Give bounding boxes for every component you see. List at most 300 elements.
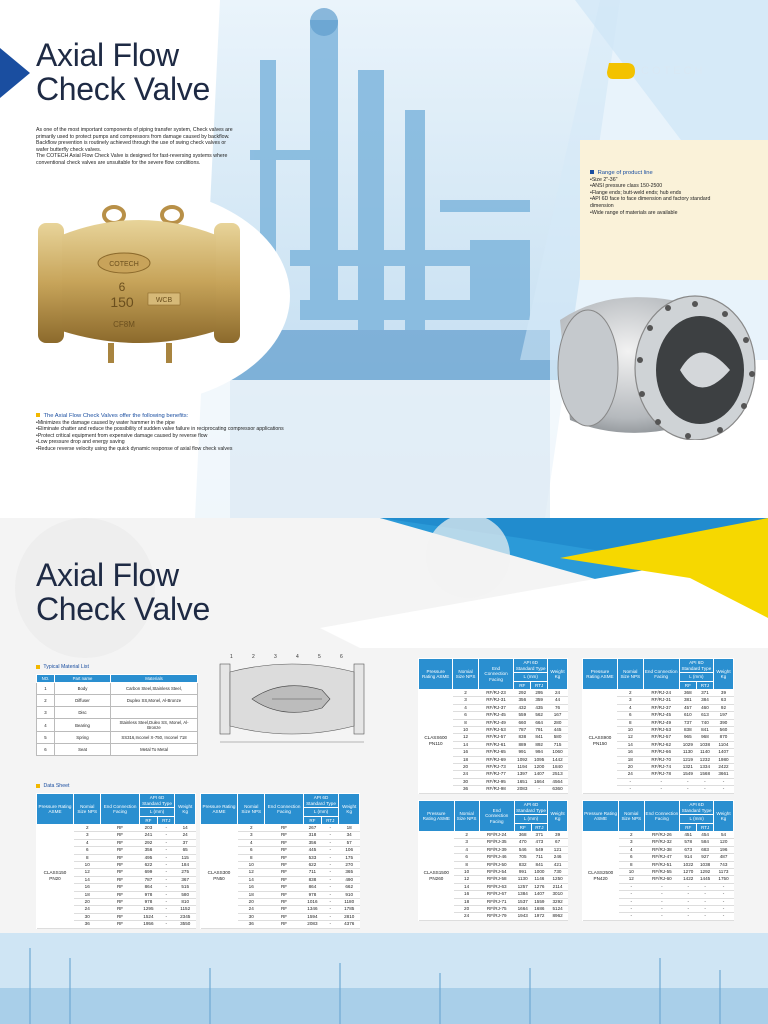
table-cell: 1943 [514, 913, 531, 920]
table-cell: RF [265, 913, 303, 920]
table-cell: 197 [713, 712, 733, 719]
table-cell: - [680, 898, 697, 905]
table-cell: 14 [453, 741, 478, 748]
table-cell: 39 [548, 832, 568, 839]
table-cell: 487 [714, 854, 734, 861]
diagram-callout: 5 [318, 654, 321, 660]
table-cell: RF/RJ-50 [479, 861, 514, 868]
table-row [419, 690, 568, 697]
table-cell: Disc [55, 707, 111, 719]
table-cell: 5 [37, 732, 55, 744]
table-cell: 1000 [531, 869, 548, 876]
table-cell: 1651 [514, 778, 531, 785]
table-cell: 1038 [696, 741, 713, 748]
table-cell: RF/RJ-26 [644, 832, 680, 839]
table-cell: 1295 [139, 906, 158, 913]
table-cell: 8 [238, 854, 265, 861]
table-cell: Bearing [55, 719, 111, 732]
table-cell: 787 [514, 727, 531, 734]
table-cell: RF/RJ-77 [478, 771, 514, 778]
table-cell: 14 [175, 825, 196, 832]
table-cell: RF [265, 876, 303, 883]
table-header: RF [139, 816, 158, 825]
intro-line: conventional check valves are unsuitable for the severe flow conditions. [36, 159, 201, 166]
data-sheet-heading-row [36, 783, 69, 790]
table-cell: 1022 [680, 861, 697, 868]
table-cell: 1 [37, 683, 55, 695]
brass-valve-image [38, 205, 248, 370]
intro-line: Backflow prevention is routinely achieved through the use of swing check valves or [36, 140, 227, 147]
table-cell: 184 [175, 862, 196, 869]
table-cell: RF/RJ-63 [479, 883, 514, 890]
table-cell: 1130 [514, 876, 531, 883]
table-header: RF [514, 823, 531, 832]
table-cell: 841 [531, 861, 548, 868]
table-cell: 1200 [531, 764, 548, 771]
intro-line: primarily used to protect pumps and compressors from damage caused by backflow. [36, 133, 230, 140]
table-cell: 3 [619, 839, 644, 846]
table-cell: 3 [454, 839, 479, 846]
table-header: RTJ [531, 681, 548, 690]
table-cell: 838 [514, 734, 531, 741]
table-cell: RF/RJ-60 [644, 876, 680, 883]
table-cell: 8 [74, 854, 101, 861]
table-cell: RF [101, 847, 139, 854]
table-cell: - [679, 778, 696, 785]
table-row [419, 832, 568, 839]
table-cell: RF/RJ-75 [479, 906, 514, 913]
brochure-page-2 [0, 518, 768, 1024]
table-cell: RF/RJ-45 [478, 712, 514, 719]
table-cell: 3550 [175, 921, 196, 928]
table-cell: RF/RJ-46 [479, 854, 514, 861]
table-header: End Connection Facing [265, 794, 303, 825]
table-cell: 1422 [680, 876, 697, 883]
table-cell: - [322, 899, 339, 906]
table-cell: 705 [514, 854, 531, 861]
table-cell: 12 [74, 869, 101, 876]
table-cell: 1173 [714, 869, 734, 876]
table-cell: - [619, 898, 644, 905]
table-cell: 3 [37, 707, 55, 719]
table-cell: 3 [74, 832, 101, 839]
table-header: End Connection Facing [101, 794, 139, 825]
table-cell: RF/RJ-49 [478, 719, 514, 726]
table-cell: 432 [514, 704, 531, 711]
table-cell: 994 [531, 749, 548, 756]
material-col-no: NO. [37, 675, 55, 683]
table-cell: 1686 [531, 906, 548, 913]
table-cell: 65 [175, 847, 196, 854]
table-cell: 10 [453, 727, 478, 734]
table-cell: 270 [339, 862, 360, 869]
table-cell: 16 [453, 749, 478, 756]
table-cell: 37 [175, 839, 196, 846]
table-cell: 2422 [713, 764, 733, 771]
table-cell: 1537 [514, 898, 531, 905]
table-cell: 14 [454, 883, 479, 890]
benefit-item: •Protect critical equipment from expensive damage caused by reverse flow [36, 432, 208, 439]
table-cell: 662 [339, 884, 360, 891]
table-cell: RF [265, 891, 303, 898]
table-cell: - [322, 832, 339, 839]
table-cell: RF/RJ-57 [643, 734, 679, 741]
table-cell: 1152 [175, 906, 196, 913]
range-heading: Range of product line [597, 170, 653, 176]
table-cell: 711 [303, 869, 322, 876]
table-cell: 10 [238, 862, 265, 869]
table-cell: 683 [697, 846, 714, 853]
table-cell: 10 [454, 869, 479, 876]
intro-line: wafer butterfly check valves. [36, 146, 102, 153]
table-cell: 3 [617, 697, 643, 704]
table-cell: 2 [238, 825, 265, 832]
table-cell: 8 [454, 861, 479, 868]
pressure-class-cell: CLASS150 PN20 [37, 825, 74, 929]
table-header: Weight Kg [713, 659, 733, 690]
pressure-class-cell: CLASS2500 PN420 [583, 832, 619, 921]
table-cell: 1292 [697, 869, 714, 876]
table-cell: RF/RJ-24 [479, 832, 514, 839]
table-cell: 20 [453, 764, 478, 771]
table-cell: 275 [175, 869, 196, 876]
table-cell: 457 [679, 704, 696, 711]
table-cell: 36 [238, 921, 265, 928]
table-header: Pressure Rating ASME [37, 794, 74, 825]
table-cell: 4376 [339, 921, 360, 928]
table-cell: - [322, 839, 339, 846]
table-cell: 6 [74, 847, 101, 854]
table-header: RF [514, 681, 531, 690]
table-cell: 1980 [713, 756, 733, 763]
valve-mark-trim: CF8M [113, 320, 135, 329]
table-cell: RF/RJ-98 [478, 786, 514, 793]
table-cell: 2 [453, 690, 478, 697]
table-cell: - [713, 786, 733, 793]
table-cell: 610 [679, 712, 696, 719]
table-cell: 54 [714, 832, 734, 839]
table-cell: 8 [617, 719, 643, 726]
table-cell: 18 [74, 891, 101, 898]
table-header: L (mm) [514, 815, 547, 824]
table-row [37, 683, 198, 695]
table-cell: 6360 [548, 786, 568, 793]
table-cell: 470 [514, 839, 531, 846]
table-cell: 991 [514, 869, 531, 876]
table-cell: 2 [454, 832, 479, 839]
table-cell: 1250 [548, 876, 568, 883]
table-cell: 20 [454, 906, 479, 913]
table-header: RTJ [322, 816, 339, 825]
table-cell: 6 [238, 847, 265, 854]
table-row [37, 695, 198, 707]
table-cell: 4 [238, 839, 265, 846]
table-cell: - [643, 786, 679, 793]
table-header: Nomial Size NPS [617, 659, 643, 690]
table-cell: RF/RJ-31 [478, 697, 514, 704]
table-header: L (mm) [679, 673, 713, 682]
table-cell: Carbon Steel,Stainless Steel, [111, 683, 198, 695]
table-cell: 978 [139, 899, 158, 906]
table-cell: 16 [74, 884, 101, 891]
data-sheet-table [582, 800, 734, 921]
table-cell: - [697, 906, 714, 913]
table-cell: 44 [548, 697, 568, 704]
table-cell: 1524 [139, 913, 158, 920]
table-cell: 6 [617, 712, 643, 719]
intro-line: As one of the most important components of piping transfer system, Check valves are [36, 127, 233, 133]
table-cell: 715 [548, 741, 568, 748]
table-cell: 515 [175, 884, 196, 891]
material-col-materials: Materials [111, 675, 198, 683]
table-header: L (mm) [303, 808, 339, 817]
diagram-callout: 2 [252, 654, 255, 660]
table-header: Pressure Rating ASME [201, 794, 238, 825]
table-cell: 664 [531, 719, 548, 726]
table-cell: - [322, 891, 339, 898]
table-cell: 870 [713, 734, 733, 741]
table-cell: 3 [238, 832, 265, 839]
table-cell: RF/RJ-51 [644, 861, 680, 868]
table-cell: RF [265, 839, 303, 846]
table-cell: - [158, 847, 175, 854]
table-cell: RF [265, 847, 303, 854]
table-cell: 559 [514, 712, 531, 719]
table-cell: RF/RJ-23 [478, 690, 514, 697]
table-cell: 3661 [713, 771, 733, 778]
table-header: RTJ [158, 816, 175, 825]
table-cell: Spring [55, 732, 111, 744]
table-cell: - [531, 786, 548, 793]
table-cell: - [644, 883, 680, 890]
benefits-block [36, 413, 456, 453]
table-cell: 1750 [714, 876, 734, 883]
table-cell: 4 [617, 704, 643, 711]
table-cell: 991 [514, 749, 531, 756]
table-cell: 810 [175, 899, 196, 906]
table-cell: 10 [619, 869, 644, 876]
table-cell: 196 [714, 846, 734, 853]
table-cell: RF/RJ-45 [643, 712, 679, 719]
table-cell: 1270 [680, 869, 697, 876]
range-item: •ANSI pressure class 150-2500 [590, 183, 663, 190]
table-cell: - [322, 825, 339, 832]
table-cell: 1060 [548, 749, 568, 756]
table-cell: 24 [617, 771, 643, 778]
table-cell: 740 [696, 719, 713, 726]
intro-text [36, 127, 336, 167]
table-cell: - [158, 921, 175, 928]
table-cell: RF/RJ-39 [479, 846, 514, 853]
table-cell: 24 [238, 906, 265, 913]
table-header: Nomial Size NPS [619, 801, 644, 832]
table-cell: 578 [680, 839, 697, 846]
benefits-heading: The Axial Flow Check Valves offer the following benefits: [43, 413, 189, 419]
range-item: •Wide range of materials are available [590, 209, 678, 216]
table-cell: 371 [531, 832, 548, 839]
pressure-class-cell: CLASS900 PN150 [583, 690, 618, 794]
table-cell: 8 [619, 861, 644, 868]
table-cell: 2345 [175, 913, 196, 920]
table-cell: 454 [697, 832, 714, 839]
table-cell: RF [265, 906, 303, 913]
table-header: Weight Kg [339, 794, 360, 825]
table-cell: 699 [139, 869, 158, 876]
table-cell: RF/RJ-71 [479, 898, 514, 905]
table-cell: 241 [139, 832, 158, 839]
table-row [37, 732, 198, 744]
square-bullet-icon [36, 784, 40, 788]
table-header: RTJ [696, 681, 713, 690]
table-cell: 3292 [548, 898, 568, 905]
table-cell: 1257 [514, 883, 531, 890]
diagram-callout: 4 [296, 654, 299, 660]
table-cell: 1180 [339, 899, 360, 906]
table-cell: 76 [548, 704, 568, 711]
table-cell: - [158, 862, 175, 869]
table-cell: 18 [238, 891, 265, 898]
table-cell: 910 [339, 891, 360, 898]
table-cell: - [158, 825, 175, 832]
table-cell: 12 [617, 734, 643, 741]
table-cell: RF [265, 832, 303, 839]
table-header: Weight Kg [714, 801, 734, 832]
table-cell: RF/RJ-54 [479, 869, 514, 876]
table-cell: 14 [617, 741, 643, 748]
table-cell: - [714, 906, 734, 913]
table-cell: 560 [713, 727, 733, 734]
table-cell: 5124 [548, 906, 568, 913]
table-cell: 1092 [514, 756, 531, 763]
table-cell: 6 [619, 854, 644, 861]
table-cell: - [158, 891, 175, 898]
table-row [37, 707, 198, 719]
table-cell: - [697, 913, 714, 920]
table-cell: 584 [697, 839, 714, 846]
table-cell: 968 [696, 734, 713, 741]
table-cell: - [714, 898, 734, 905]
table-cell: 318 [303, 832, 322, 839]
table-cell: 12 [454, 876, 479, 883]
valve-cross-section-diagram [212, 650, 372, 750]
table-header: RF [680, 823, 697, 832]
table-cell: 12 [453, 734, 478, 741]
table-cell: - [696, 786, 713, 793]
table-cell: RF/RJ-65 [478, 749, 514, 756]
table-header: L (mm) [680, 815, 714, 824]
table-cell: 14 [74, 876, 101, 883]
table-cell: RF [265, 921, 303, 928]
table-cell: 24 [74, 906, 101, 913]
table-cell: - [713, 778, 733, 785]
table-cell: - [643, 778, 679, 785]
brand-logo-icon [605, 60, 635, 82]
table-cell: 1038 [697, 861, 714, 868]
table-cell: 18 [339, 825, 360, 832]
table-cell: 2083 [514, 786, 531, 793]
table-cell: 978 [303, 891, 322, 898]
table-cell: 18 [454, 898, 479, 905]
table-cell: 36 [74, 921, 101, 928]
table-header: Weight Kg [548, 801, 568, 832]
table-cell: RF/RJ-55 [644, 869, 680, 876]
table-row [37, 719, 198, 732]
table-cell: 673 [680, 846, 697, 853]
range-item: •Flange ends; butt-weld ends; hub ends [590, 189, 682, 196]
table-cell: Diffuser [55, 695, 111, 707]
table-cell: - [619, 883, 644, 890]
table-header: Nomial Size NPS [454, 801, 479, 832]
table-cell: 660 [514, 719, 531, 726]
table-cell: RF [101, 869, 139, 876]
table-cell: 864 [303, 884, 322, 891]
page-marker-triangle [0, 48, 30, 98]
table-cell: 365 [339, 869, 360, 876]
material-table [36, 674, 198, 756]
table-cell: 8962 [548, 913, 568, 920]
table-cell: 246 [548, 854, 568, 861]
range-item: dimension [590, 202, 614, 209]
table-cell: - [680, 913, 697, 920]
table-cell: 267 [303, 825, 322, 832]
brand-name: COTECH [641, 65, 706, 77]
table-cell: - [680, 906, 697, 913]
benefit-item: •Low pressure drop and energy saving [36, 439, 125, 446]
table-cell: 2083 [303, 921, 322, 928]
table-cell: 743 [714, 861, 734, 868]
table-cell: RF/RJ-31 [643, 697, 679, 704]
table-cell: RF/RJ-95 [478, 778, 514, 785]
pressure-class-cell: CLASS300 PN50 [201, 825, 238, 929]
benefit-item: •Minimizes the damage caused by water hammer in the pipe [36, 419, 175, 426]
square-bullet-icon [36, 665, 40, 669]
table-row [583, 832, 734, 839]
table-cell: 2 [617, 690, 643, 697]
table-cell: 451 [680, 832, 697, 839]
pressure-class-cell: CLASS600 PN110 [419, 690, 453, 794]
table-header: End Connection Facing [644, 801, 680, 832]
table-cell: 1664 [514, 906, 531, 913]
table-cell: RF [265, 884, 303, 891]
table-cell: 1146 [531, 876, 548, 883]
table-cell: 1407 [713, 749, 733, 756]
table-header: Nomial Size NPS [453, 659, 478, 690]
diagram-callout: 6 [340, 654, 343, 660]
valve-mark-brand: COTECH [109, 261, 139, 268]
range-block [590, 170, 760, 216]
table-header: Weight Kg [175, 794, 196, 825]
data-sheet-heading: Data Sheet [43, 783, 70, 789]
pressure-class-cell: CLASS1500 PN260 [419, 832, 455, 921]
table-cell: RF [101, 921, 139, 928]
table-cell: - [680, 883, 697, 890]
table-cell: 1016 [303, 899, 322, 906]
table-cell: 3 [453, 697, 478, 704]
table-cell: 549 [531, 846, 548, 853]
table-header: RF [303, 816, 322, 825]
table-cell: - [322, 869, 339, 876]
table-cell: 1346 [303, 906, 322, 913]
table-cell: - [679, 786, 696, 793]
table-cell: RF/RJ-73 [478, 764, 514, 771]
table-header: RTJ [531, 823, 548, 832]
table-cell: RF/RJ-58 [479, 876, 514, 883]
table-header: API 6D Standard Type [679, 659, 713, 673]
table-cell: 106 [339, 847, 360, 854]
table-cell: RF/RJ-62 [643, 741, 679, 748]
valve-mark-material: WCB [155, 297, 173, 304]
table-cell: 2 [619, 832, 644, 839]
